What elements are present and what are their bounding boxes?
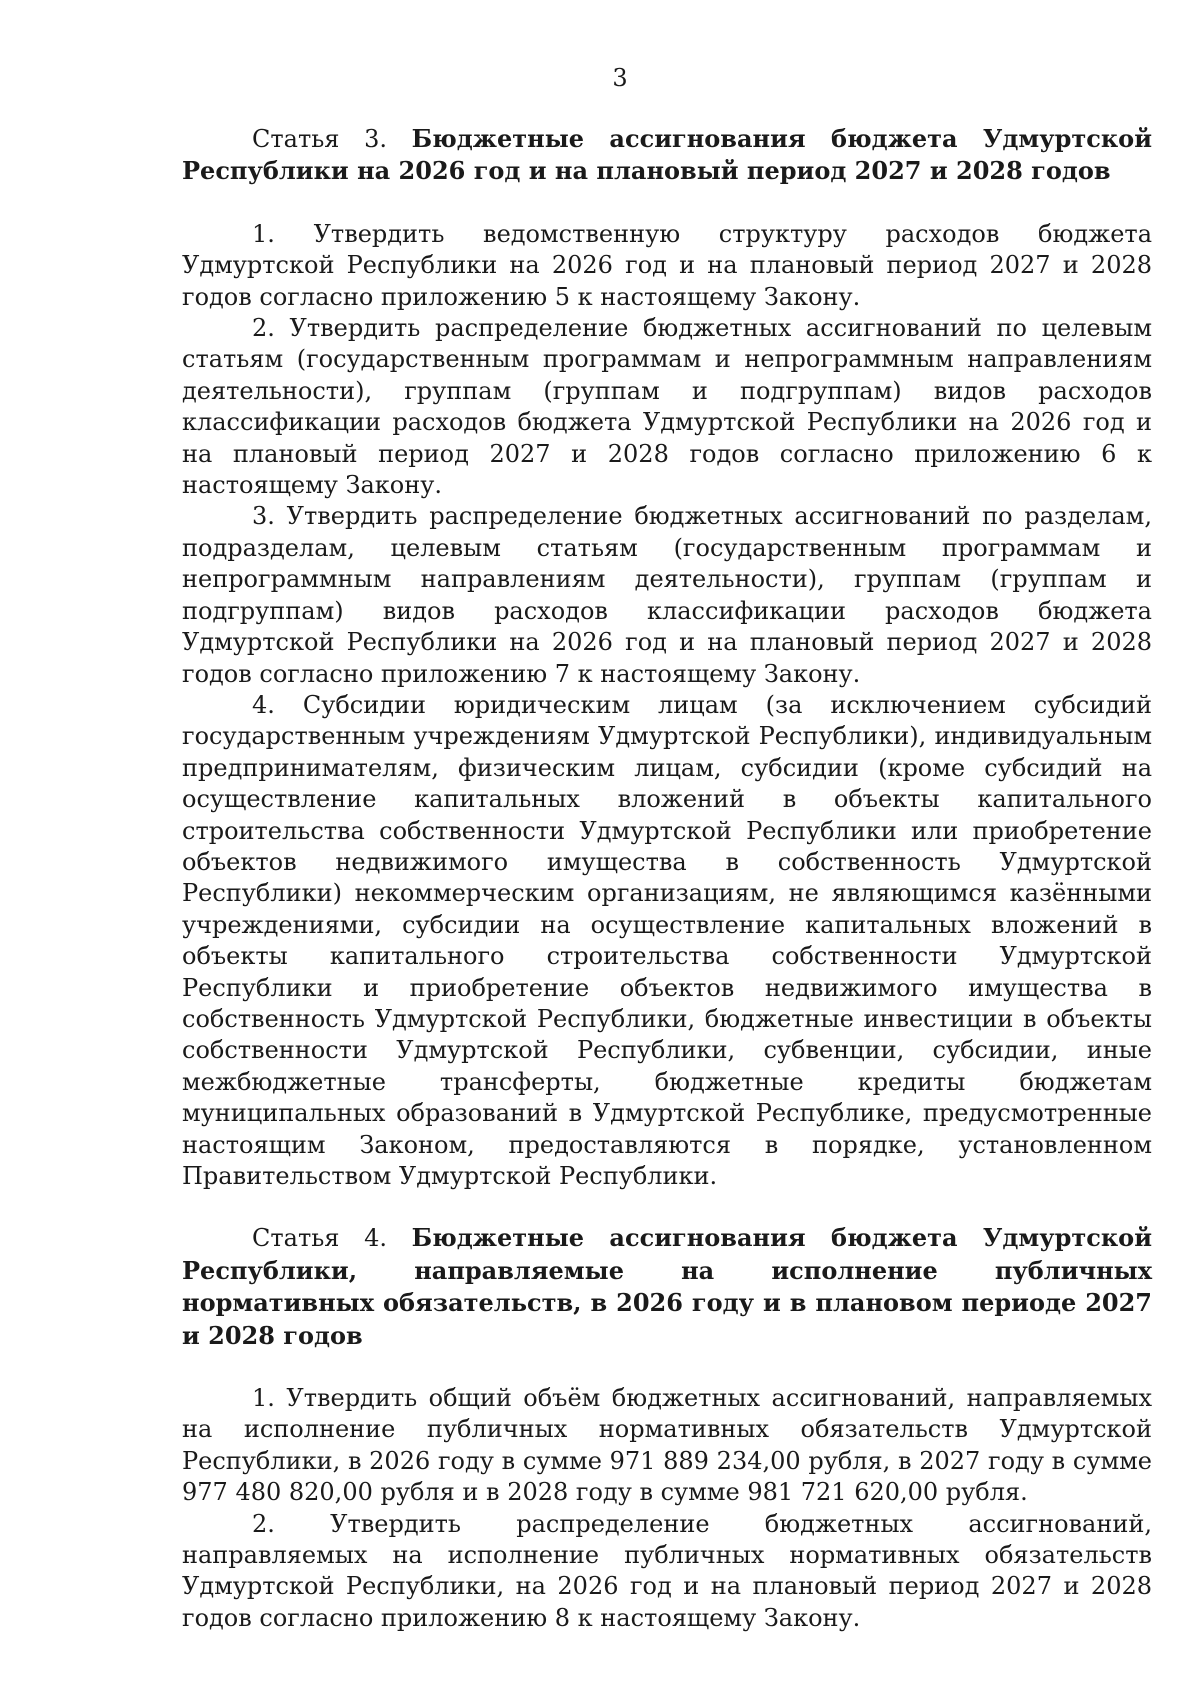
document-body <box>182 123 1152 1634</box>
article-3 <box>182 123 1152 1192</box>
article-prefix: Статья 3. <box>252 125 387 153</box>
provision-number: 2. <box>252 1509 275 1538</box>
provision-text: Утвердить ведомственную структуру расходов бюджета Удмуртской Республики на 2026 год и на плановый период 2027 и 2028 годов согласно приложению 5 к настоящему Закону. <box>182 219 1152 311</box>
provision-number: 1. <box>252 219 275 248</box>
article-prefix: Статья 4. <box>252 1224 387 1253</box>
provision <box>182 1383 1152 1509</box>
article-4 <box>182 1222 1152 1634</box>
provision-number: 2. <box>252 314 275 343</box>
article-title: Бюджетные ассигнования бюджета Удмуртской Республики, направляемые на исполнение публичных нормативных обязательств, в 2026 году и в плановом периоде 2027 и 2028 годов <box>182 1223 1152 1350</box>
provision-text: Субсидии юридическим лицам (за исключением субсидий государственным учреждениям Удмуртской Республики), индивидуальным предпринимателям, физическим лицам, субсидии (кроме субсидий на осуществление капитальных вложений в объекты капитального строительства собственности Удмуртской Республики или приобретение объектов недвижимого имущества в собственность Удмуртской Республики) некоммерческим организациям, не являющимся казёнными учреждениями, субсидии на осуществление капитальных вложений в объекты капитального строительства собственности Удмуртской Республики и приобретение объектов недвижимого имущества в собственность Удмуртской Республики, бюджетные инвестиции в объекты собственности Удмуртской Республики, субвенции, субсидии, иные межбюджетные трансферты, бюджетные кредиты бюджетам муниципальных образований в Удмуртской Республике, предусмотренные настоящим Законом, предоставляются в порядке, установленном Правительством Удмуртской Республики. <box>182 690 1152 1190</box>
provision-text: Утвердить распределение бюджетных ассигнований по целевым статьям (государственным программам и непрограммным направлениям деятельности), группам (группам и подгруппам) видов расходов классификации расходов бюджета Удмуртской Республики на 2026 год и на плановый период 2027 и 2028 годов согласно приложению 6 к настоящему Закону. <box>182 314 1152 500</box>
provision-text: Утвердить распределение бюджетных ассигнований, направляемых на исполнение публичных нормативных обязательств Удмуртской Республики, на 2026 год и на плановый период 2027 и 2028 годов согласно приложению 8 к настоящему Закону. <box>182 1509 1152 1632</box>
provision <box>182 501 1152 689</box>
provision-text: Утвердить распределение бюджетных ассигнований по разделам, подразделам, целевым статьям (государственным программам и непрограммным направлениям деятельности), группам (группам и подгруппам) видов расходов классификации расходов бюджета Удмуртской Республики на 2026 год и на плановый период 2027 и 2028 годов согласно приложению 7 к настоящему Закону. <box>182 502 1152 688</box>
provision-number: 4. <box>252 690 275 719</box>
provision <box>182 219 1152 313</box>
provision <box>182 1509 1152 1635</box>
provision-number: 1. <box>252 1384 275 1413</box>
provision <box>182 313 1152 501</box>
page-number: 3 <box>612 64 628 92</box>
provision-number: 3. <box>252 502 275 531</box>
article-title: Бюджетные ассигнования бюджета Удмуртской Республики на 2026 год и на плановый период 2027 и 2028 годов <box>182 124 1152 186</box>
article-heading <box>182 1222 1152 1352</box>
article-heading <box>182 123 1152 188</box>
provision-text: Утвердить общий объём бюджетных ассигнований, направляемых на исполнение публичных нормативных обязательств Удмуртской Республики, в 2026 году в сумме 971 889 234,00 рубля, в 2027 году в сумме 977 480 820,00 рубля и в 2028 году в сумме 981 721 620,00 рубля. <box>182 1384 1152 1507</box>
provision <box>182 690 1152 1193</box>
